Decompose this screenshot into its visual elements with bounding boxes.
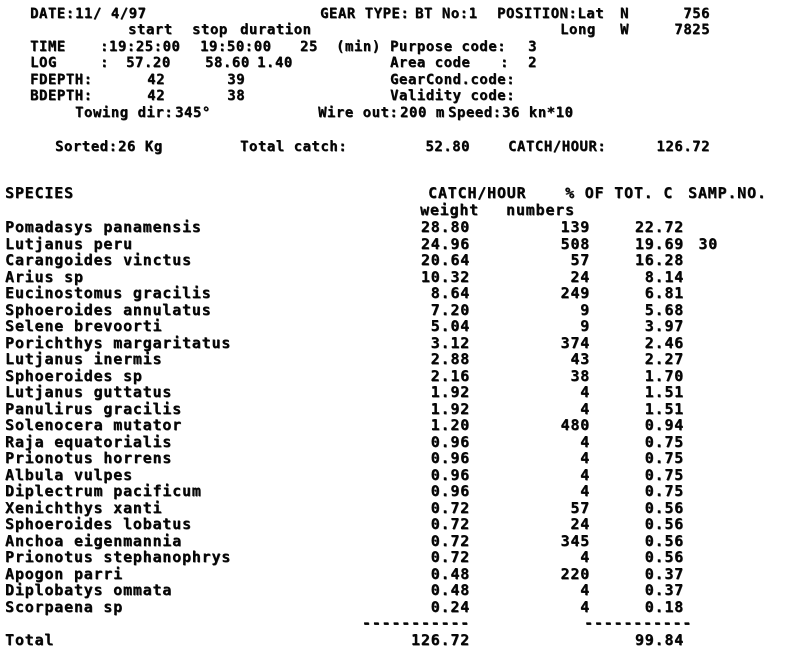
species-catch-weight: 0.24: [430, 597, 470, 616]
total-label: Total: [5, 631, 55, 649]
speed-value: 36 kn*10: [502, 105, 574, 121]
species-catch-numbers: 4: [580, 399, 590, 418]
species-pct-of-total: 0.18: [644, 597, 684, 616]
total-pct-dashes: -----------: [584, 614, 693, 632]
species-catch-weight: 1.92: [430, 383, 470, 401]
species-pct-of-total: 2.46: [644, 333, 684, 352]
species-row: [0, 515, 800, 532]
header-line-columns-long: [0, 22, 800, 39]
species-name: Prionotus horrens: [5, 449, 173, 467]
species-name: Sphoeroides annulatus: [5, 300, 212, 319]
species-catch-numbers: 9: [580, 300, 590, 319]
log-duration: 1.40: [257, 55, 293, 71]
species-pct-of-total: 19.69: [634, 234, 684, 253]
species-name: Panulirus gracilis: [5, 399, 182, 418]
species-row: [0, 367, 800, 384]
species-row: [0, 334, 800, 351]
species-catch-weight: 2.16: [430, 366, 470, 385]
time-stop: 19:50:00: [200, 39, 272, 55]
species-row: [0, 268, 800, 285]
species-pct-of-total: 1.70: [644, 366, 684, 385]
species-catch-numbers: 374: [560, 333, 590, 352]
col-header-duration: duration: [240, 22, 312, 38]
species-row: [0, 400, 800, 417]
numbers-subheader: numbers: [506, 201, 575, 219]
species-row: [0, 235, 800, 252]
species-catch-numbers: 4: [580, 449, 590, 467]
species-catch-numbers: 345: [560, 531, 590, 550]
time-label: TIME: [30, 39, 66, 55]
species-catch-numbers: 4: [580, 548, 590, 566]
species-row: [0, 416, 800, 433]
species-catch-weight: 0.96: [430, 465, 470, 484]
species-catch-weight: 0.96: [430, 449, 470, 467]
weight-subheader: weight: [420, 201, 479, 219]
species-name: Apogon parri: [5, 564, 123, 583]
species-catch-weight: 1.20: [430, 416, 470, 434]
total-weight-dashes: -----------: [361, 614, 470, 632]
purpose-code-value: 3: [528, 39, 537, 55]
log-label: LOG: [30, 55, 57, 71]
long-hemisphere: W: [620, 22, 629, 38]
catch-per-hour-label: CATCH/HOUR:: [508, 139, 607, 155]
species-catch-numbers: 220: [560, 564, 590, 583]
species-table-header: [0, 184, 800, 201]
gear-type-label: GEAR TYPE:: [320, 6, 410, 22]
species-name: Carangoides vinctus: [5, 251, 192, 269]
sorted-value: 26 Kg: [118, 139, 163, 155]
species-catch-weight: 1.92: [430, 399, 470, 418]
species-pct-of-total: 22.72: [634, 218, 684, 236]
catch-per-hour-value: 126.72: [656, 139, 710, 155]
species-row: [0, 565, 800, 582]
species-catch-numbers: 57: [570, 251, 590, 269]
species-catch-numbers: 43: [570, 350, 590, 368]
date-value: 11/ 4/97: [75, 6, 147, 22]
species-row: [0, 301, 800, 318]
total-dash-row: [0, 614, 800, 631]
species-catch-numbers: 139: [560, 218, 590, 236]
towing-dir-label: Towing dir:: [75, 105, 174, 121]
long-label: Long: [560, 22, 596, 38]
species-catch-weight: 0.48: [430, 581, 470, 599]
species-name: Eucinostomus gracilis: [5, 284, 212, 302]
header-line-fdepth: [0, 72, 800, 89]
species-catch-numbers: 4: [580, 597, 590, 616]
species-table-body: [0, 218, 800, 648]
species-catch-weight: 7.20: [430, 300, 470, 319]
species-catch-weight: 0.72: [430, 548, 470, 566]
species-catch-numbers: 24: [570, 515, 590, 533]
species-name: Anchoa eigenmannia: [5, 531, 182, 550]
species-catch-weight: 0.72: [430, 515, 470, 533]
area-code-separator: :: [500, 55, 509, 71]
species-name: Porichthys margaritatus: [5, 333, 232, 352]
total-catch-value: 52.80: [425, 139, 470, 155]
gear-type-value: BT No:1: [415, 6, 478, 22]
catch-hour-column-header: CATCH/HOUR: [428, 184, 527, 202]
species-catch-numbers: 24: [570, 267, 590, 286]
fdepth-stop: 39: [227, 72, 245, 88]
species-catch-numbers: 480: [560, 416, 590, 434]
species-sample-no: 30: [698, 234, 718, 253]
fdepth-label: FDEPTH:: [30, 72, 93, 88]
header-line-log: [0, 55, 800, 72]
species-pct-of-total: 1.51: [644, 399, 684, 418]
species-pct-of-total: 0.75: [644, 432, 684, 451]
species-name: Prionotus stephanophrys: [5, 548, 232, 566]
wire-out-label: Wire out:: [318, 105, 399, 121]
species-name: Selene brevoorti: [5, 317, 163, 335]
species-name: Arius sp: [5, 267, 84, 286]
log-start: 57.20: [126, 55, 171, 71]
species-row: [0, 317, 800, 334]
total-pct-value: 99.84: [634, 631, 684, 649]
species-catch-weight: 0.72: [430, 531, 470, 550]
species-pct-of-total: 0.56: [644, 498, 684, 517]
species-catch-weight: 0.96: [430, 482, 470, 500]
species-row: [0, 383, 800, 400]
log-separator: :: [100, 55, 109, 71]
species-catch-weight: 5.04: [430, 317, 470, 335]
species-name: Sphoeroides lobatus: [5, 515, 192, 533]
time-duration-unit: (min): [336, 39, 381, 55]
towing-dir-value: 345°: [175, 105, 211, 121]
species-catch-numbers: 4: [580, 432, 590, 451]
species-row: [0, 251, 800, 268]
species-name: Pomadasys panamensis: [5, 218, 202, 236]
species-row: [0, 449, 800, 466]
species-catch-numbers: 38: [570, 366, 590, 385]
species-catch-weight: 0.96: [430, 432, 470, 451]
area-code-label: Area code: [390, 55, 471, 71]
species-catch-numbers: 4: [580, 581, 590, 599]
species-catch-numbers: 9: [580, 317, 590, 335]
header-line-bdepth: [0, 88, 800, 105]
species-name: Diplectrum pacificum: [5, 482, 202, 500]
species-name: Xenichthys xanti: [5, 498, 163, 517]
species-catch-weight: 3.12: [430, 333, 470, 352]
bdepth-start: 42: [147, 88, 165, 104]
long-value: 7825: [674, 22, 710, 38]
species-row: [0, 350, 800, 367]
species-catch-numbers: 508: [560, 234, 590, 253]
species-pct-of-total: 16.28: [634, 251, 684, 269]
species-pct-of-total: 0.37: [644, 564, 684, 583]
species-pct-of-total: 0.75: [644, 449, 684, 467]
date-label: DATE:: [30, 6, 75, 22]
validity-code-label: Validity code:: [390, 88, 516, 104]
species-pct-of-total: 0.75: [644, 482, 684, 500]
pct-of-total-column-header: % OF TOT. C: [565, 184, 674, 202]
species-row: [0, 482, 800, 499]
species-pct-of-total: 2.27: [644, 350, 684, 368]
species-catch-numbers: 249: [560, 284, 590, 302]
species-row: [0, 284, 800, 301]
fdepth-start: 42: [147, 72, 165, 88]
species-name: Scorpaena sp: [5, 597, 123, 616]
species-catch-numbers: 4: [580, 482, 590, 500]
species-row: [0, 466, 800, 483]
species-catch-weight: 2.88: [430, 350, 470, 368]
col-header-stop: stop: [192, 22, 228, 38]
species-pct-of-total: 3.97: [644, 317, 684, 335]
total-weight-value: 126.72: [411, 631, 470, 649]
header-line-time: [0, 39, 800, 56]
species-name: Lutjanus inermis: [5, 350, 163, 368]
species-catch-weight: 0.48: [430, 564, 470, 583]
wire-out-value: 200 m: [400, 105, 445, 121]
species-pct-of-total: 0.56: [644, 515, 684, 533]
purpose-code-label: Purpose code:: [390, 39, 507, 55]
species-table-subheader: [0, 201, 800, 218]
total-row: [0, 631, 800, 648]
species-row: [0, 581, 800, 598]
species-name: Lutjanus peru: [5, 234, 133, 253]
species-pct-of-total: 5.68: [644, 300, 684, 319]
bdepth-stop: 38: [227, 88, 245, 104]
species-row: [0, 532, 800, 549]
species-pct-of-total: 1.51: [644, 383, 684, 401]
species-catch-numbers: 4: [580, 383, 590, 401]
bdepth-label: BDEPTH:: [30, 88, 93, 104]
species-pct-of-total: 0.56: [644, 531, 684, 550]
position-lat-label: POSITION:Lat: [497, 6, 605, 22]
sorted-label: Sorted:: [55, 139, 118, 155]
species-catch-weight: 28.80: [420, 218, 470, 236]
species-rows: [0, 218, 800, 614]
species-catch-weight: 24.96: [420, 234, 470, 253]
gearcond-code-label: GearCond.code:: [390, 72, 516, 88]
col-header-start: start: [128, 22, 173, 38]
species-pct-of-total: 0.94: [644, 416, 684, 434]
species-row: [0, 499, 800, 516]
sample-no-column-header: SAMP.NO.: [688, 184, 767, 202]
speed-label: Speed:: [448, 105, 502, 121]
species-pct-of-total: 8.14: [644, 267, 684, 286]
species-catch-weight: 0.72: [430, 498, 470, 517]
species-pct-of-total: 0.56: [644, 548, 684, 566]
species-catch-weight: 8.64: [430, 284, 470, 302]
species-pct-of-total: 0.75: [644, 465, 684, 484]
header-line-date-gear-position: [0, 6, 800, 23]
species-column-header: SPECIES: [5, 184, 74, 202]
header-line-towing: [0, 105, 800, 122]
species-catch-weight: 20.64: [420, 251, 470, 269]
species-name: Albula vulpes: [5, 465, 133, 484]
species-name: Raja equatorialis: [5, 432, 173, 451]
species-name: Sphoeroides sp: [5, 366, 143, 385]
species-pct-of-total: 0.37: [644, 581, 684, 599]
species-name: Solenocera mutator: [5, 416, 182, 434]
time-start: :19:25:00: [100, 39, 181, 55]
species-name: Diplobatys ommata: [5, 581, 173, 599]
species-row: [0, 598, 800, 615]
species-row: [0, 433, 800, 450]
time-duration: 25: [300, 39, 318, 55]
lat-hemisphere: N: [620, 6, 629, 22]
species-catch-numbers: 4: [580, 465, 590, 484]
species-pct-of-total: 6.81: [644, 284, 684, 302]
area-code-value: 2: [528, 55, 537, 71]
total-catch-label: Total catch:: [240, 139, 348, 155]
log-stop: 58.60: [205, 55, 250, 71]
summary-line: [0, 139, 800, 156]
species-name: Lutjanus guttatus: [5, 383, 173, 401]
species-row: [0, 548, 800, 565]
lat-value: 756: [683, 6, 710, 22]
species-row: [0, 218, 800, 235]
species-catch-weight: 10.32: [420, 267, 470, 286]
species-catch-numbers: 57: [570, 498, 590, 517]
